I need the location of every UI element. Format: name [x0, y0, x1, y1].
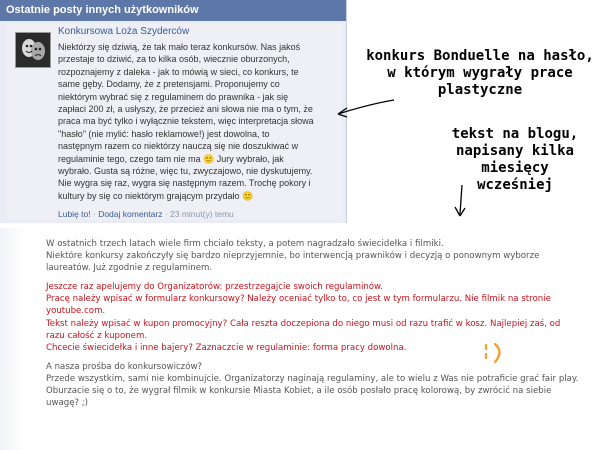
blog-line: uwagę? ;): [46, 398, 89, 409]
annotation-line: wcześniej: [477, 177, 553, 193]
blog-post-body: [46, 238, 586, 416]
blog-line: Przede wszystkim, sami nie kombinujcie. Organizatorzy naginają regulaminy, ale to wielu z Was nie potraficie grać fair play.: [46, 373, 579, 384]
post-line: same gęby. Dodamy, że z pretensjami. Proponujemy co: [58, 79, 280, 90]
arrow-down-icon: [455, 185, 465, 216]
blog-line: W ostatnich trzech latach wiele firm chciało teksty, a potem nagradzało świecidełka i filmiki.: [46, 239, 444, 249]
post-line: przestaje to dziwić, za to kilka osób, wiecznie oburzonych,: [58, 54, 290, 65]
post-line: niektórym wybrać się z regulaminem do prawnika - jak się: [58, 91, 289, 102]
post-timestamp: · 23 minut(y) temu: [162, 209, 234, 219]
blog-line: youtube.com.: [46, 306, 106, 317]
annotation-line: miesięcy: [481, 160, 549, 176]
blog-line: Oburzacie się o to, że wygrał filmik w konkursie Miasta Kobiet, a ile osób posłało pracę kolorową, by zwrócić na siebie: [46, 386, 552, 397]
blog-line: Chcecie świecidełka i inne bajery? Zaznaczcie w regulaminie: forma pracy dowolna.: [46, 342, 407, 353]
post-line: kultury by się co niektórym grającym przydało 🙂: [58, 190, 254, 201]
blog-paragraph-1: [46, 238, 586, 274]
annotation-line: plastyczne: [437, 82, 523, 98]
arrow-left-icon: [338, 100, 394, 117]
smiley-icon: [480, 340, 510, 370]
post-line: rozpoznajemy z daleka - jak to mówią w sieci, co konkurs, te: [58, 66, 299, 77]
blog-line: Niektóre konkursy zakończyły się bardzo nieprzyjemnie, bo interwencją prawników i decyzją o ponownym wyborze: [46, 251, 540, 262]
post-line: następnym razem co niektórzy nauczą się nie doszukiwać w: [58, 141, 299, 152]
blog-section: [0, 228, 600, 450]
recent-posts-header: Ostatnie posty innych użytkowników: [0, 0, 346, 21]
blog-line: Pracę należy wpisać w formularz konkursowy? Należy oceniać tylko to, co jest w tym formularzu. Nie filmik na stronie: [46, 294, 551, 305]
blog-line: laureatów. Już zgodnie z regulaminem.: [46, 263, 213, 274]
annotation-line: konkurs Bonduelle na hasło,: [366, 48, 594, 64]
post-line: regulaminie tego, czego tam nie ma 🙂 Jury wybrało, jak: [58, 153, 284, 164]
post-line: Nie wygra się raz, wygra się następnym razem. Trochę pokory i: [58, 178, 311, 189]
blog-line: Jeszcze raz apelujemy do Organizatorów: przestrzegajcie swoich regulaminów.: [46, 282, 384, 293]
annotation-line: napisany kilka: [455, 143, 574, 159]
annotation-line: tekst na blogu,: [451, 126, 579, 142]
post-line: Niektórzy się dziwią, że tak mało teraz konkursów. Nas jakoś: [58, 42, 301, 52]
meta-separator: ·: [90, 209, 99, 219]
post-line: "hasło" (nie mylić: hasło reklamowe!) jest dowolna, to: [58, 128, 270, 139]
like-link[interactable]: Lubię to!: [58, 209, 91, 219]
post-author-link[interactable]: Konkursowa Loża Szyderców: [58, 26, 190, 37]
annotation-line: w którym wygrały prace: [387, 65, 573, 81]
blog-line: Tekst należy wpisać w kupon promocyjny? Cała reszta doczepiona do niego musi od razu trafić w kosz. Najlepiej zaś, od: [46, 318, 561, 329]
add-comment-link[interactable]: Dodaj komentarz: [98, 209, 163, 219]
blog-line: razu całość z kuponem.: [46, 330, 148, 341]
post-line: wybrało. Gusta są różne, więc tu, zwyczajowo, nie dyskutujemy.: [58, 166, 313, 177]
blog-line: A nasza prośba do konkursowiczów?: [46, 361, 203, 372]
post-line: praca ma być tylko i wyłącznie tekstem, więc interpretacja słowa: [58, 116, 314, 127]
post-line: zapłaci 200 zł, a usłyszy, że przecież ani słowa nie ma o tym, że: [58, 104, 313, 115]
